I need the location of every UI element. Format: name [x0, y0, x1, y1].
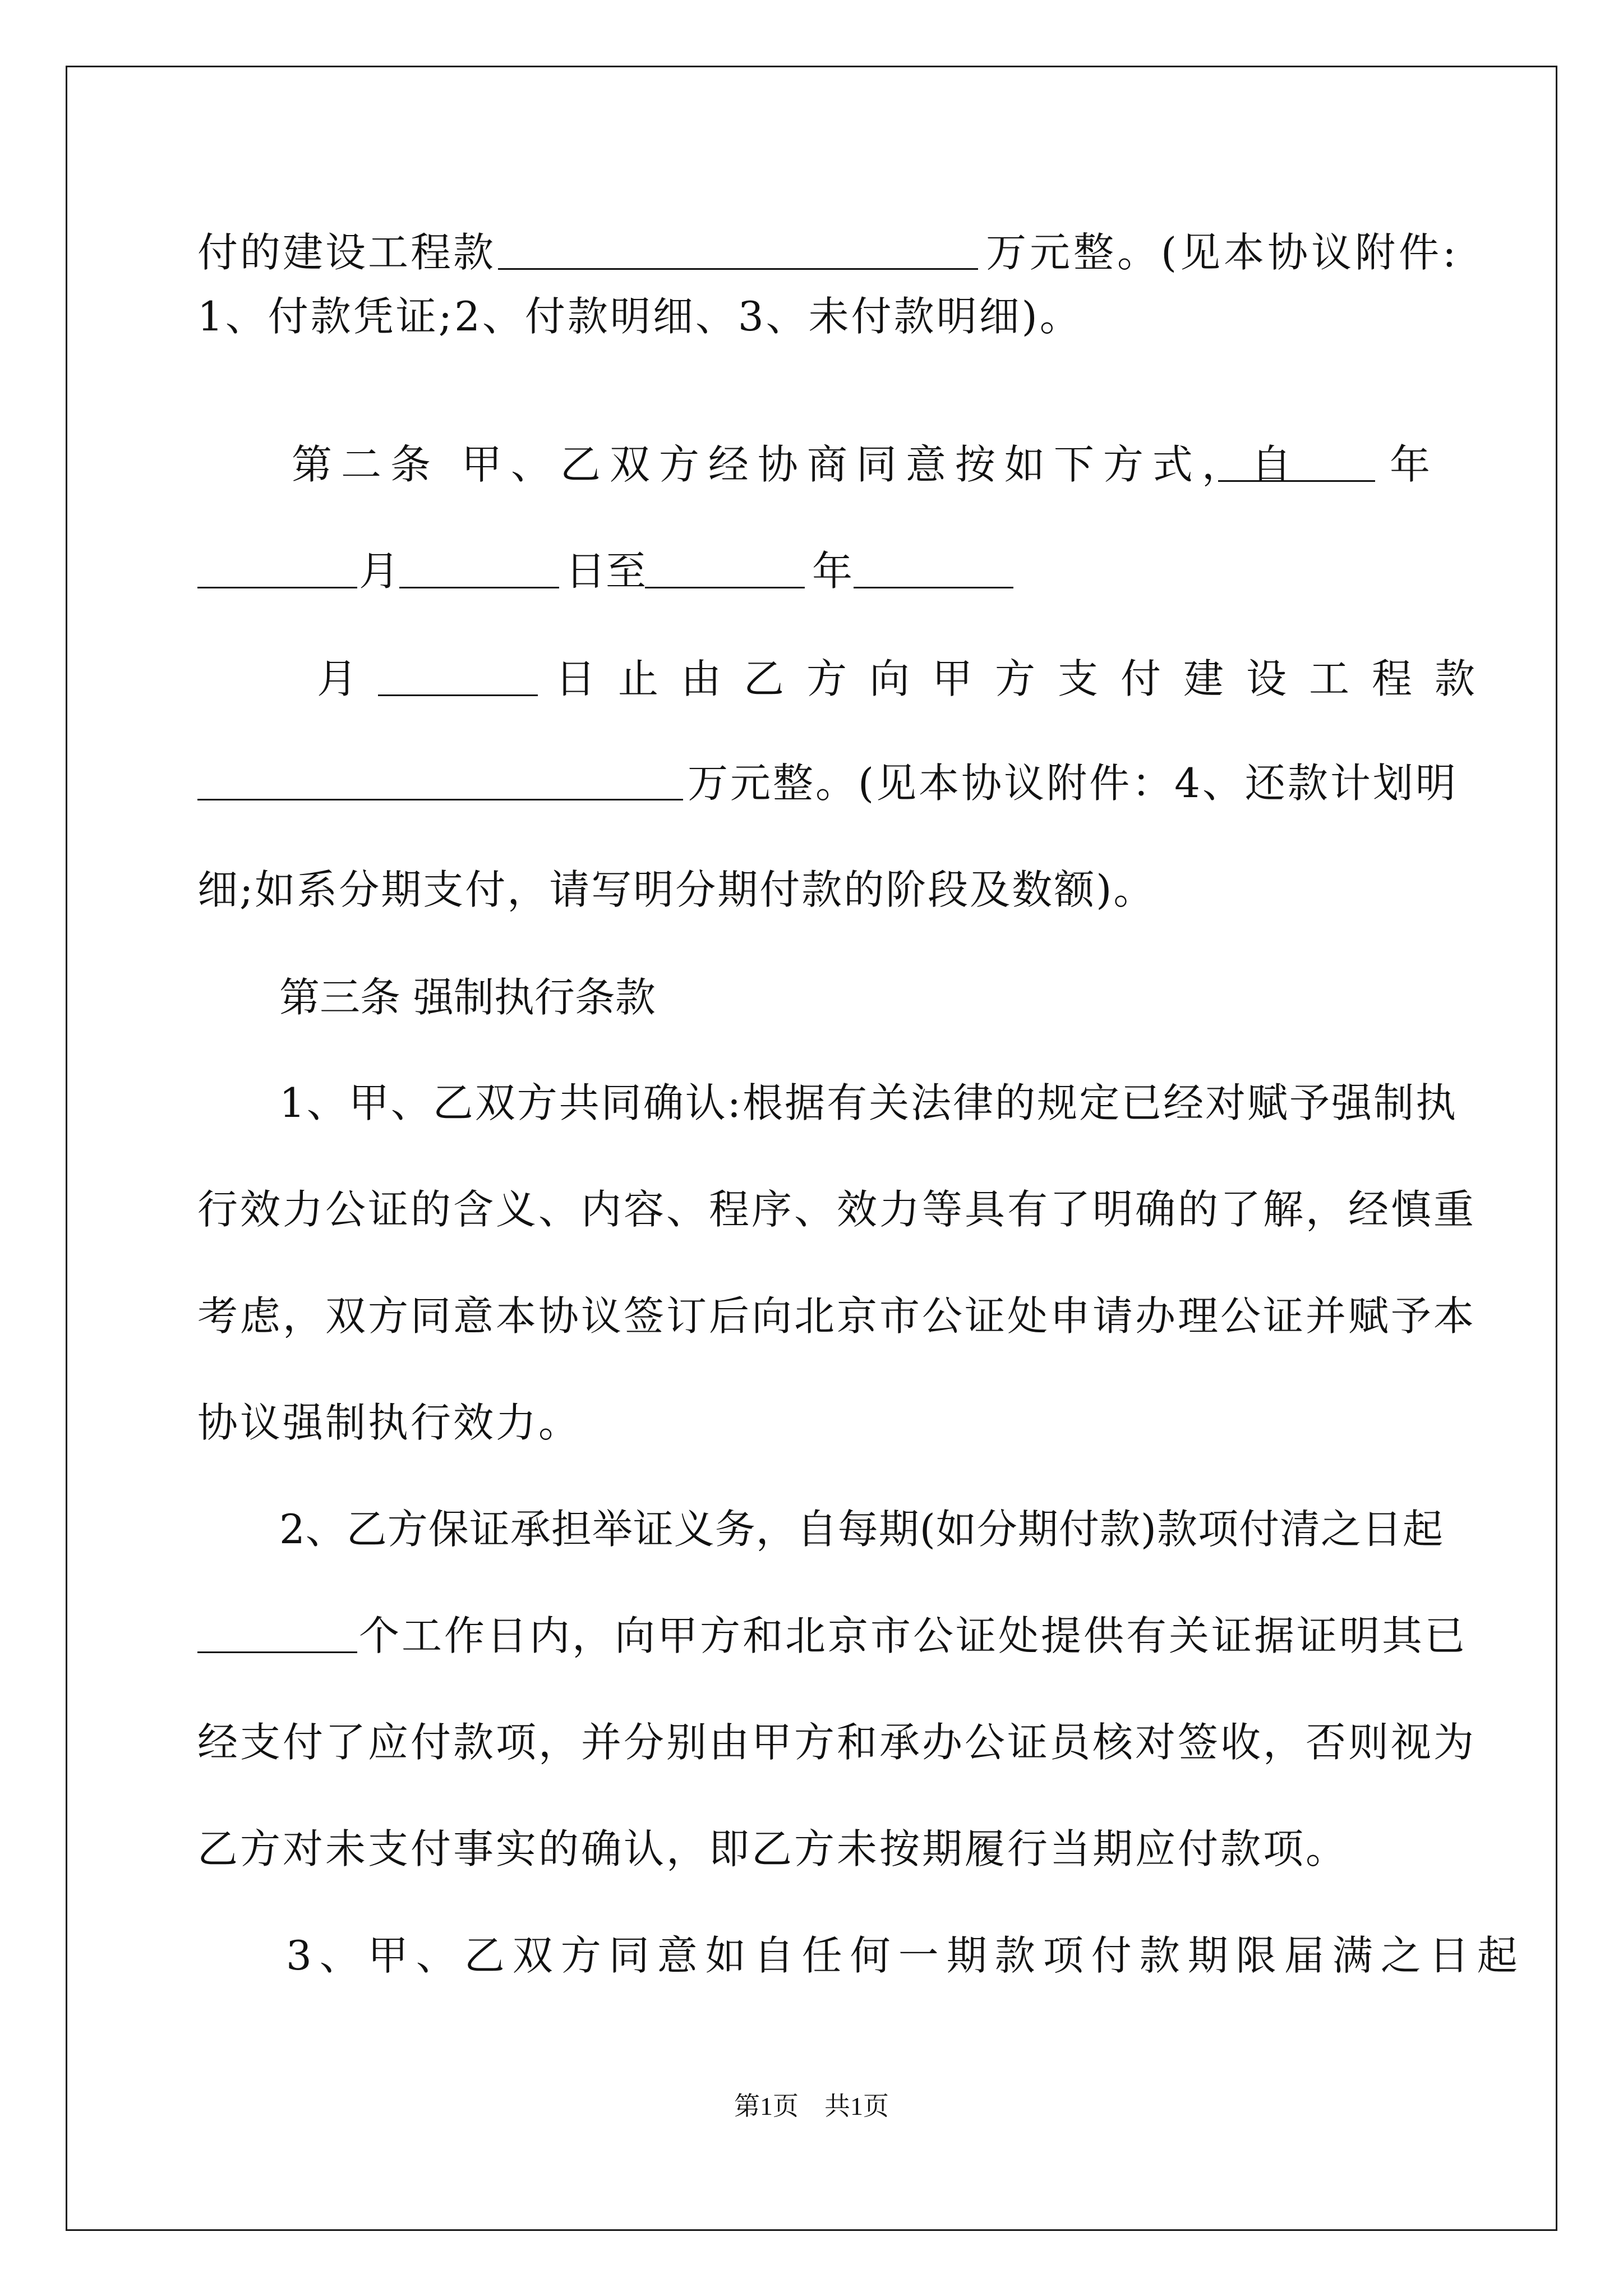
- line-text: 协议强制执行效力。: [197, 1399, 582, 1446]
- text-line-9: [0, 1075, 1623, 1131]
- text-line-5: [0, 651, 1623, 707]
- text-line-15: [0, 1714, 1623, 1770]
- line-text: 月: [359, 547, 400, 595]
- line-text: 月: [317, 655, 358, 702]
- text-line-3: [0, 436, 1623, 493]
- line-text: 经支付了应付款项，并分别由甲方和承办公证员核对签收，否则视为: [197, 1719, 1477, 1766]
- day-blank: [399, 547, 559, 588]
- page-footer: 第1页 共1页: [734, 2092, 889, 2120]
- text-line-12: [0, 1395, 1623, 1451]
- line-text: 行效力公证的含义、内容、程序、效力等具有了明确的了解，经慎重: [197, 1186, 1477, 1233]
- text-line-6: [0, 755, 1623, 811]
- amount-blank: [498, 229, 978, 270]
- line-text: 付的建设工程款: [197, 229, 496, 276]
- line-text: 考虑，双方同意本协议签订后向北京市公证处申请办理公证并赋予本: [197, 1292, 1477, 1340]
- text-line-17: [0, 1927, 1623, 1984]
- text-line-11: [0, 1288, 1623, 1344]
- line-text: 年: [1390, 441, 1431, 488]
- text-line-14: [0, 1608, 1623, 1664]
- line-text: 个工作日内，向甲方和北京市公证处提供有关证据证明其已: [359, 1612, 1468, 1659]
- year-blank: [1218, 441, 1375, 482]
- text-line-13: [0, 1501, 1623, 1557]
- line-text: 日至: [565, 547, 647, 595]
- line-text: 3、甲、乙双方同意如自任何一期款项付款期限届满之日起: [286, 1932, 1525, 1979]
- line-text: 万元整。(见本协议附件：4、还款计划明: [688, 760, 1458, 807]
- page-border: [66, 66, 1557, 2231]
- line-text: 细;如系分期支付，请写明分期付款的阶段及数额)。: [197, 866, 1156, 913]
- line-text: 1、甲、乙双方共同确认:根据有关法律的规定已经对赋予强制执: [279, 1079, 1458, 1126]
- line-text: 万元整。(见本协议附件:: [986, 229, 1460, 276]
- year-blank: [645, 547, 805, 588]
- month-blank: [197, 547, 357, 588]
- text-line-1: [0, 224, 1623, 280]
- text-line-16: [0, 1821, 1623, 1877]
- section-heading: [0, 969, 1623, 1025]
- month-blank: [854, 547, 1013, 588]
- line-text: 年: [812, 547, 853, 595]
- amount-blank: [197, 760, 683, 800]
- days-blank: [197, 1612, 357, 1653]
- text-line-4: [0, 543, 1623, 599]
- line-text: 第三条 强制执行条款: [279, 974, 656, 1021]
- text-line-7: [0, 862, 1623, 918]
- line-text: 日止由乙方向甲方支付建设工程款: [555, 655, 1498, 702]
- text-line-2: [0, 288, 1623, 344]
- line-text: 1、付款凭证;2、付款明细、3、未付款明细)。: [197, 293, 1082, 340]
- line-text: 乙方对未支付事实的确认，即乙方未按期履行当期应付款项。: [197, 1825, 1349, 1872]
- day-blank: [378, 655, 538, 696]
- text-line-10: [0, 1181, 1623, 1237]
- line-text: 2、乙方保证承担举证义务，自每期(如分期付款)款项付清之日起: [279, 1506, 1444, 1553]
- line-text: 第二条 甲、乙双方经协商同意按如下方式，自: [292, 441, 1301, 488]
